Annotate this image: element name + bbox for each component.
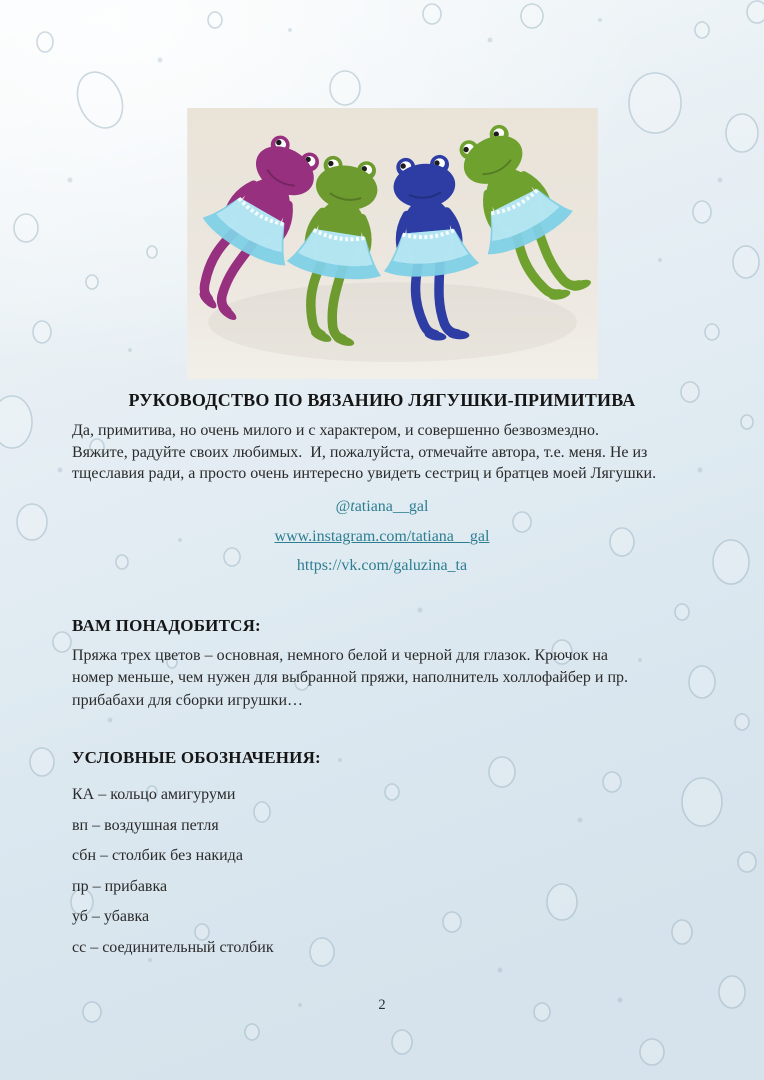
abbr-item-vp: вп – воздушная петля [72,816,219,834]
abbr-item-ss: сс – соединительный столбик [72,938,274,956]
you-will-need-paragraph [72,645,628,712]
abbreviations-list [72,780,274,963]
abbr-item-pr: пр – прибавка [72,877,168,895]
need-line-1: Пряжа трех цветов – основная, немного белой и черной для глазок. Крючок на [72,647,608,664]
photo-shadow [208,282,577,362]
page-number: 2 [378,997,386,1013]
need-line-2: номер меньше, чем нужен для выбранной пряжи, наполнитель холлофайбер и пр. [72,669,629,687]
abbr-item-sbn: сбн – столбик без накида [72,847,243,864]
page-title: РУКОВОДСТВО ПО ВЯЗАНИЮ ЛЯГУШКИ-ПРИМИТИВА [128,390,636,410]
abbr-item-ub: уб – убавка [72,908,150,925]
abbr-item-ka: КА – кольцо амигуруми [72,786,236,803]
abbreviations-heading: УСЛОВНЫЕ ОБОЗНАЧЕНИЯ: [72,748,321,767]
instagram-handle-link[interactable]: @tatiana__gal [335,498,429,515]
instagram-url-link[interactable]: www.instagram.com/tatiana__gal [274,528,490,545]
frogs-photo [187,108,598,379]
intro-line-3: тщеславия ради, а просто очень интересно увидеть сестриц и братцев моей Лягушки. [72,465,657,483]
intro-line-2: Вяжите, радуйте своих любимых. И, пожалуйста, отмечайте автора, т.е. меня. Не из [72,443,648,461]
intro-paragraph [72,420,656,485]
need-line-3: прибабахи для сборки игрушки… [72,691,303,709]
vk-url-link[interactable]: https://vk.com/galuzina_ta [296,557,468,574]
you-will-need-heading: ВАМ ПОНАДОБИТСЯ: [72,616,261,635]
intro-line-1: Да, примитива, но очень милого и с характером, и совершенно безвозмездно. [72,422,599,439]
author-links [0,497,764,576]
